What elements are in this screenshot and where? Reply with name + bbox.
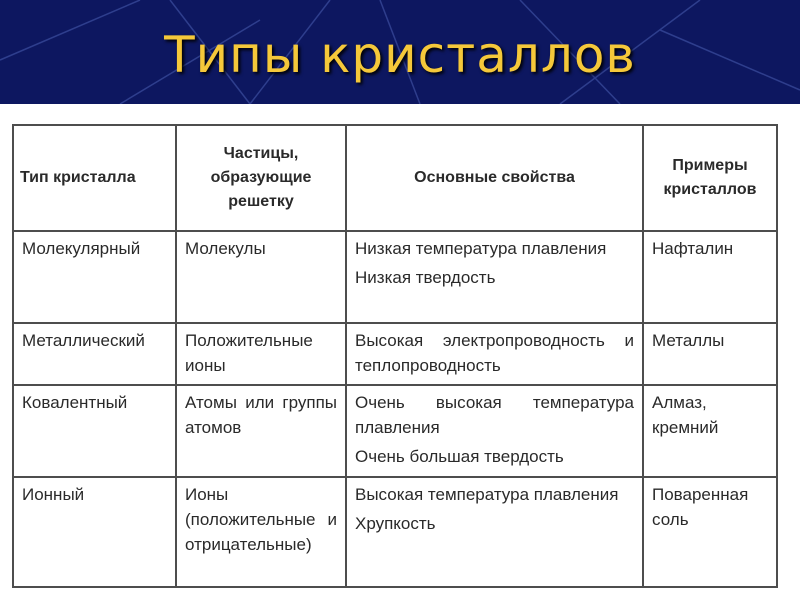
cell-examples: Нафталин (643, 231, 777, 323)
cell-examples: Металлы (643, 323, 777, 385)
cell-particles: Ионы (положительные и отрицательные) (176, 477, 346, 587)
cell-properties: Очень высокая температура плавления Очень большая твердость (346, 385, 643, 477)
cell-properties: Высокая температура плавления Хрупкость (346, 477, 643, 587)
cell-crystal-type: Ковалентный (13, 385, 176, 477)
header-crystal-type: Тип кристалла (13, 125, 176, 231)
table-row (13, 385, 777, 477)
cell-crystal-type: Металлический (13, 323, 176, 385)
header-particles: Частицы, образующие решетку (176, 125, 346, 231)
cell-crystal-type: Ионный (13, 477, 176, 587)
cell-particles: Атомы или группы атомов (176, 385, 346, 477)
cell-examples: Алмаз, кремний (643, 385, 777, 477)
cell-particles: Молекулы (176, 231, 346, 323)
table-row (13, 231, 777, 323)
cell-examples: Поваренная соль (643, 477, 777, 587)
header-examples: Примеры кристаллов (643, 125, 777, 231)
slide-title: Типы кристаллов (164, 26, 636, 84)
header-properties: Основные свойства (346, 125, 643, 231)
table-panel (0, 104, 800, 600)
cell-properties: Низкая температура плавления Низкая твердость (346, 231, 643, 323)
table-row (13, 323, 777, 385)
cell-crystal-type: Молекулярный (13, 231, 176, 323)
table-header-row (13, 125, 777, 231)
crystal-types-table (12, 124, 778, 588)
table-row (13, 477, 777, 587)
cell-particles: Положительные ионы (176, 323, 346, 385)
cell-properties: Высокая электропроводность и теплопроводность (346, 323, 643, 385)
